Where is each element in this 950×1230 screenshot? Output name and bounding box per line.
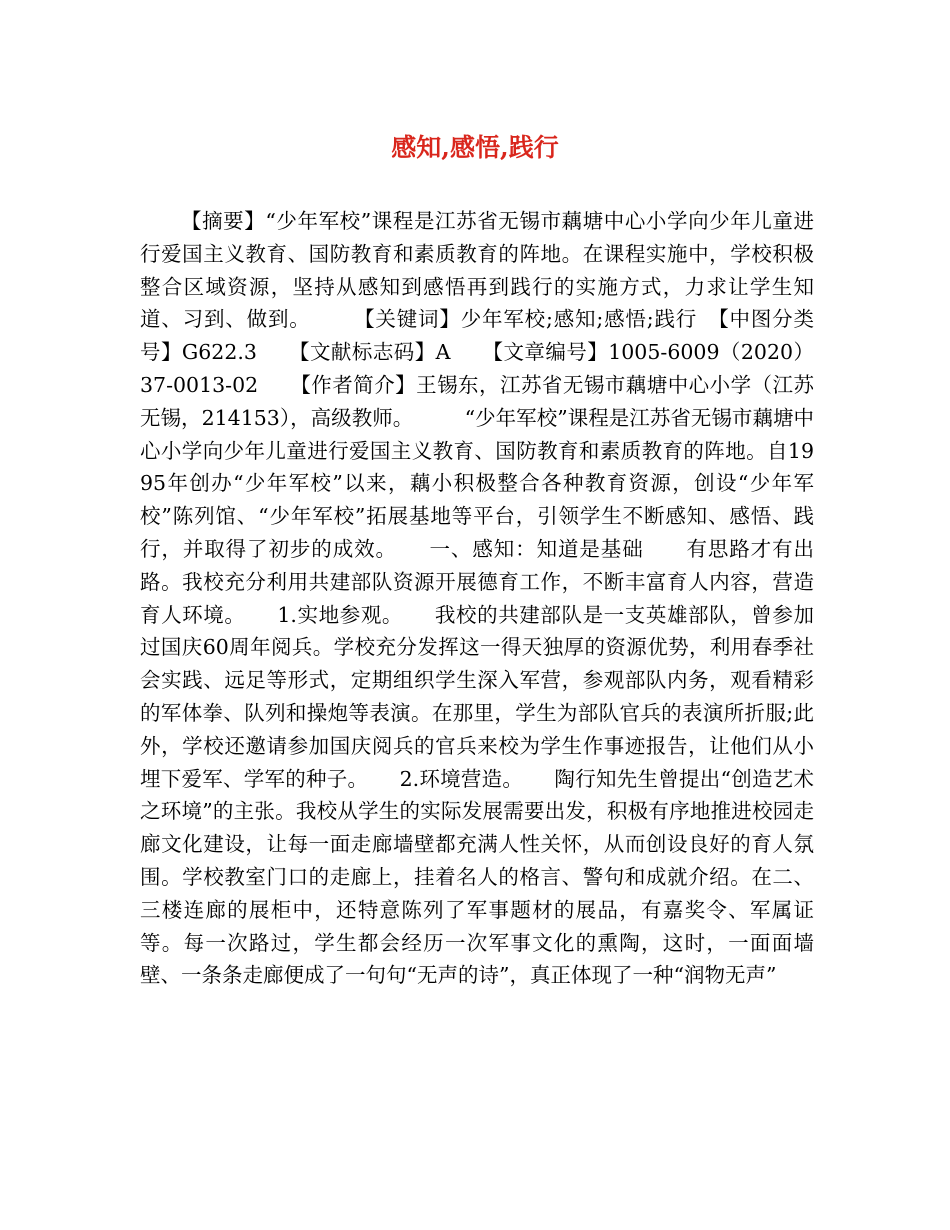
article-body: 【摘要】“少年军校”课程是江苏省无锡市藕塘中心小学向少年儿童进行爱国主义教育、国防教育和素质教育的阵地。在课程实施中，学校积极整合区域资源，坚持从感知到感悟再到践行的实施方式，力求让学生知道、习到、做到。 【关键词】少年军校;感知;感悟;践行 【中图分类号】G622.3 【文献标志码】A 【文章编号】1005-6009（2020）37-0013-02 【作者简介】王锡东，江苏省无锡市藕塘中心小学（江苏无锡，214153），高级教师。 “少年军校”课程是江苏省无锡市藕塘中心小学向少年儿童进行爱国主义教育、国防教育和素质教育的阵地。自1995年创办“少年军校”以来，藕小积极整合各种教育资源，创设“少年军校”陈列馆、“少年军校”拓展基地等平台，引领学生不断感知、感悟、践行，并取得了初步的成效。 一、感知：知道是基础 有思路才有出路。我校充分利用共建部队资源开展德育工作，不断丰富育人内容，营造育人环境。 1.实地参观。 我校的共建部队是一支英雄部队，曾参加过国庆60周年阅兵。学校充分发挥这一得天独厚的资源优势，利用春季社会实践、远足等形式，定期组织学生深入军营，参观部队内务，观看精彩的军体拳、队列和操炮等表演。在那里，学生为部队官兵的表演所折服;此外，学校还邀请参加国庆阅兵的官兵来校为学生作事迹报告，让他们从小埋下爱军、学军的种子。 2.环境营造。 陶行知先生曾提出“创造艺术之环境”的主张。我校从学生的实际发展需要出发，积极有序地推进校园走廊文化建设，让每一面走廊墙壁都充满人性关怀，从而创设良好的育人氛围。学校教室门口的走廊上，挂着名人的格言、警句和成就介绍。在二、三楼连廊的展柜中，还特意陈列了军事题材的展品，有嘉奖令、军属证等。每一次路过，学生都会经历一次军事文化的熏陶，这时，一面面墙壁、一条条走廊便成了一句句“无声的诗”，真正体现了一种“润物无声” bbox=[140, 209, 814, 988]
page-title: 感知,感悟,践行 bbox=[391, 133, 559, 162]
